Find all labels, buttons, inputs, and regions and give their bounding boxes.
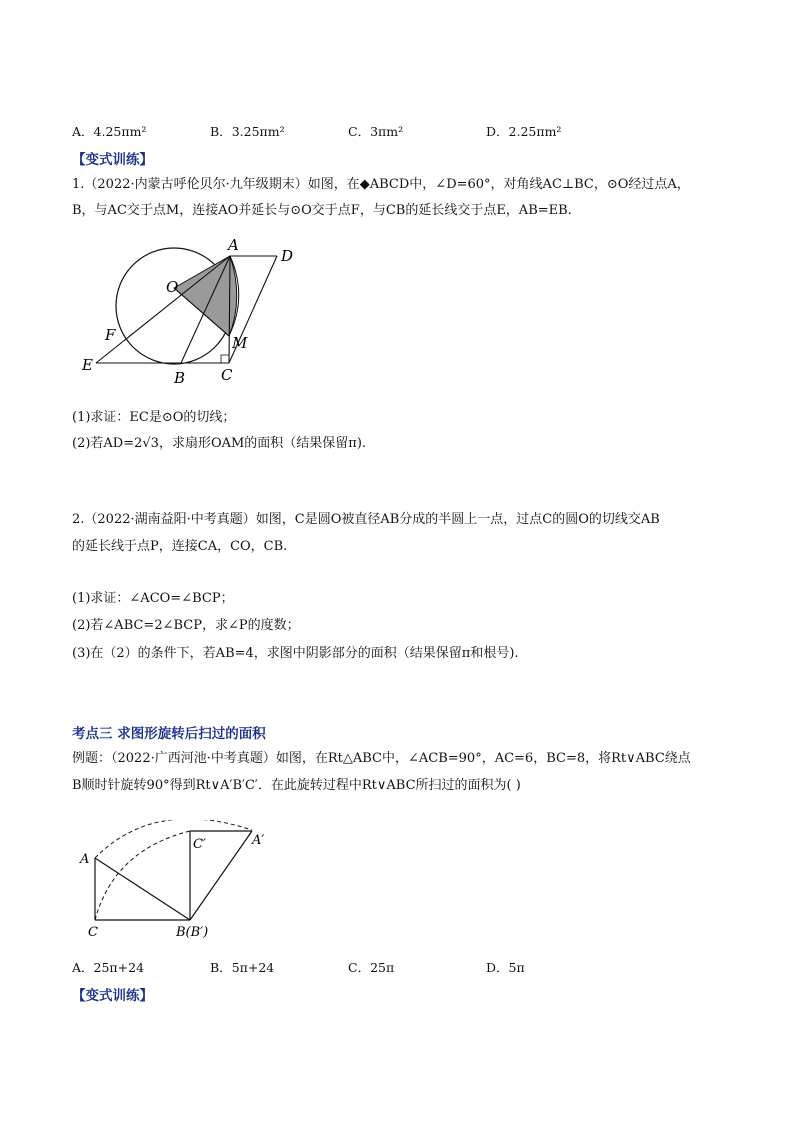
label-a: A [228,236,239,254]
example-line2: B顺时针旋转90°得到Rt∨A′B′C′．在此旋转过程中Rt∨ABC所扫过的面积为( ) [72,778,521,793]
arc-c-path [95,831,190,920]
option-d: D．2.25πm² [486,124,562,139]
label-f: F [105,326,116,344]
section-label-variant-training: 【变式训练】 [72,152,153,168]
problem1-sub1: (1)求证：EC是⊙O的切线； [72,410,236,425]
label-c: C [221,366,233,384]
label-e: E [82,356,93,374]
problem2-sub3: (3)在（2）的条件下，若AB=4，求图中阴影部分的面积（结果保留π和根号). [72,646,519,661]
label-m: M [232,334,248,352]
problem1-figure [78,232,318,392]
problem2-line2: 的延长线于点P，连接CA，CO，CB. [72,539,288,554]
problem1-line1: 1.（2022·内蒙古呼伦贝尔·九年级期末）如图，在◆ABCD中，∠D=60°，对角线AC⊥BC，⊙O经过点A， [72,177,690,192]
section-label-variant-training-2: 【变式训练】 [72,988,153,1004]
label-a: A [80,852,90,867]
problem1-line2: B，与AC交于点M，连接AO并延长与⊙O交于点F，与CB的延长线交于点E，AB=EB. [72,203,572,218]
label-c: C [88,925,98,940]
option-b: B．3.25πm² [210,124,285,139]
label-o: O [166,278,179,296]
label-cprime: C′ [193,837,206,852]
label-d: D [281,247,294,265]
label-aprime: A′ [252,833,265,848]
example-option-d: D．5π [486,960,525,975]
label-b-bprime: B(B′) [176,925,209,940]
section3-heading: 考点三 求图形旋转后扫过的面积 [72,726,266,742]
label-b: B [174,369,186,387]
example-option-b: B．5π+24 [210,960,275,975]
example-option-a: A．25π+24 [72,960,145,975]
option-a: A．4.25πm² [72,124,147,139]
arc-a-path [95,820,252,858]
problem2-sub1: (1)求证：∠ACO=∠BCP； [72,591,234,606]
example-option-c: C．25π [348,960,395,975]
problem2-sub2: (2)若∠ABC=2∠BCP，求∠P的度数； [72,618,300,633]
example-figure [74,820,284,945]
problem2-line1: 2.（2022·湖南益阳·中考真题）如图，C是圆O被直径AB分成的半圆上一点，过点C的圆O的切线交AB [72,512,660,527]
option-c: C．3πm² [348,124,404,139]
problem1-sub2: (2)若AD=2√3，求扇形OAM的面积（结果保留π). [72,436,367,451]
example-line1: 例题：（2022·广西河池·中考真题）如图，在Rt△ABC中，∠ACB=90°，AC=6，BC=8，将Rt∨ABC绕点 [72,751,691,766]
